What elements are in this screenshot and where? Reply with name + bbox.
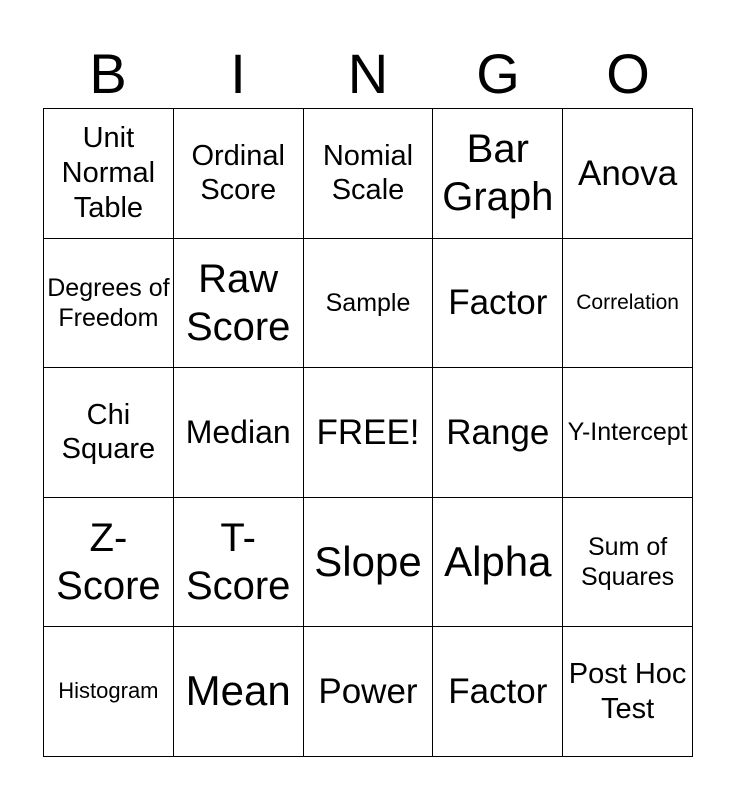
cell-label: Unit Normal Table [61, 122, 156, 224]
cell-label: Raw Score [185, 256, 291, 349]
free-space-cell [304, 368, 434, 498]
bingo-cell [174, 627, 304, 757]
cell-label: Factor [448, 672, 548, 712]
bingo-cell [304, 239, 434, 369]
bingo-cell [433, 109, 563, 239]
cell-label: Bar Graph [442, 127, 554, 220]
cell-label: Range [446, 412, 550, 452]
bingo-cell [44, 627, 174, 757]
cell-label: Power [318, 672, 418, 712]
bingo-cell [433, 498, 563, 628]
cell-label: Histogram [58, 678, 159, 704]
bingo-cell [44, 368, 174, 498]
cell-label: Ordinal Score [191, 139, 285, 207]
cell-label: Slope [314, 537, 422, 585]
cell-label: Y-Intercept [567, 418, 688, 447]
cell-label: Anova [577, 153, 678, 193]
bingo-cell [563, 368, 693, 498]
bingo-cell [433, 239, 563, 369]
cell-label: Post Hoc Test [568, 657, 687, 725]
bingo-cell [304, 109, 434, 239]
cell-label: Chi Square [61, 398, 156, 466]
cell-label: Correlation [576, 291, 679, 315]
bingo-cell [433, 627, 563, 757]
cell-label: Alpha [444, 537, 552, 585]
header-letter-o: O [606, 42, 650, 105]
header-letter-b: B [89, 42, 127, 105]
bingo-cell [44, 498, 174, 628]
bingo-cell [174, 368, 304, 498]
header-letter-i: I [230, 42, 246, 105]
bingo-cell [174, 498, 304, 628]
cell-label: T-Score [185, 516, 291, 609]
bingo-cell [44, 239, 174, 369]
bingo-cell [563, 627, 693, 757]
bingo-header [43, 40, 693, 108]
free-space-label: FREE! [316, 412, 420, 452]
cell-label: Z-Score [56, 516, 161, 609]
cell-label: Factor [448, 283, 548, 323]
cell-label: Sum of Squares [581, 533, 675, 592]
cell-label: Median [185, 413, 291, 450]
header-letter-n: N [347, 42, 389, 105]
bingo-cell [174, 239, 304, 369]
cell-label: Mean [185, 667, 291, 715]
bingo-cell [563, 239, 693, 369]
bingo-cell [563, 109, 693, 239]
bingo-cell [174, 109, 304, 239]
header-letter-g: G [476, 42, 520, 105]
bingo-cell [563, 498, 693, 628]
cell-label: Degrees of Freedom [47, 273, 170, 332]
bingo-cell [44, 109, 174, 239]
bingo-cell [304, 627, 434, 757]
bingo-cell [304, 498, 434, 628]
cell-label: Nomial Scale [322, 139, 414, 207]
bingo-board [43, 108, 693, 757]
bingo-cell [433, 368, 563, 498]
cell-label: Sample [325, 288, 411, 317]
